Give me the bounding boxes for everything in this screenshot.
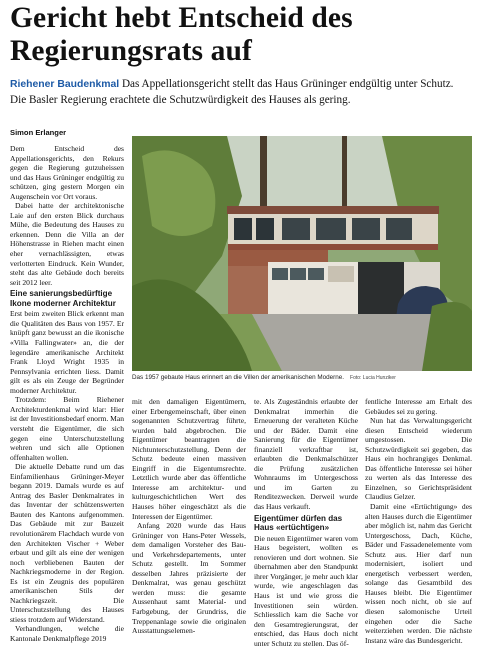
photo-credit: Foto: Lucia Hunziker bbox=[350, 375, 396, 381]
subheading: Eigentümer dürfen das Haus «ertüchtigen» bbox=[254, 513, 343, 533]
body-paragraph: Die neuen Eigentümer waren vom Haus begeistert, wollten es renovieren und dort wohnen. Sie übernahmen aber den Standpunkt ihrer Vorgänger, je mehr auch klar wurde, wie angeschlagen das Haus ist und wie gross die Investitionen sein würden. Schliesslich kam die Sache vor den Gesamtregierungsrat, der entschied, das Haus doch nicht unter Schutz zu stellen. Das öf- bbox=[254, 533, 358, 648]
article-column-3 bbox=[254, 397, 358, 658]
body-paragraph: Nun hat das Verwaltungsgericht diesen Entscheid wiederum umgestossen. Die Schutzwürdigkeit sei gegeben, das Haus ein hochrangiges Denkmal. Das öffentliche Interesse sei höher zu werten als das Interesse des Einzelnen, so Gerichtspräsident Claudius Gelzer. bbox=[365, 416, 472, 502]
body-paragraph: Die aktuelle Debatte rund um das Einfamilienhaus Grüninger-Meyer begann 2019. Damals wurde es auf Antrag des Basler Denkmalrates in das Inventar der schützenswerten Bauten des Kantons aufgenommen. Das Gebäude mit zur Bauzeit revolutionärem Flachdach wurde von den Architekten Vischer + Weber erbaut und gilt als eine der wenigen noch verbliebenen Bauten der Nachkriegsmoderne in der Region. Es ist ein Zeugnis des populären amerikanischen Stils der Nachkriegszeit. Die Unterschutzstellung des Hauses stiess trotzdem auf Widerstand. bbox=[10, 462, 124, 624]
body-paragraph: te. Als Zugeständnis erlaubte der Denkmalrat immerhin die Erneuerung der veralteten Küche und der Bäder. Damit eine Sanierung für die Eigentümer finanziell verkraftbar ist, erlaubten die Denkmalschützer die Prüfung zusätzlichen Wohnraums im Untergeschoss und im Garten zu Renditezwecken. Derweil wurde das Haus verkauft. bbox=[254, 397, 358, 512]
body-paragraph: Erst beim zweiten Blick erkennt man die Qualitäten des Baus von 1957. Er knüpft ganz bewusst an die ikonische «Villa Fallingwater» an, die der legendäre amerikanische Architekt Frank Lloyd Wright 1935 in Pennsylvania errichten liess. Damit gilt es als ein Zeuge der Begründer moderner Architektur. bbox=[10, 309, 124, 395]
lead-text: Das Appellationsgericht stellt das Haus Grüninger endgültig unter Schutz. Die Basler Regierung erachtete die Schutzwürdigkeit des Hauses als gering. bbox=[10, 78, 454, 106]
body-paragraph: fentliche Interesse am Erhalt des Gebäudes sei zu gering. bbox=[365, 397, 472, 416]
body-paragraph: Verhandlungen, welche die Kantonale Denkmalpflege 2019 bbox=[10, 624, 124, 643]
body-paragraph: Trotzdem: Beim Riehener Architekturdenkmal wird klar: Hier ist der Investitionsbedarf enorm. Man versteht die Eigentümer, die sich gegen eine Unterschutzstellung wehren und sich alle Optionen offenhalten wollen. bbox=[10, 395, 124, 462]
article-column-1 bbox=[10, 144, 124, 658]
body-paragraph: Dem Entscheid des Appellationsgerichts, den Rekurs gegen die Regierung gutzuheissen und das Haus Grüninger endgültig zu schützen, ging gestern Morgen ein Augenschein vor Ort voraus. bbox=[10, 144, 124, 201]
lead-paragraph bbox=[10, 77, 472, 107]
caption-text: Das 1957 gebaute Haus erinnert an die Villen der amerikanischen Moderne. bbox=[132, 374, 345, 381]
house-photo bbox=[132, 136, 472, 371]
photo-caption bbox=[132, 374, 472, 382]
body-paragraph: Dabei hatte der architektonische Laie auf den ersten Blick durchaus Mühe, die Bedeutung des Hauses zu erkennen. Denn die Villa an der Höhenstrasse in Riehen macht einen eher vernachlässigten, etwas verlotterten Eindruck. Kein Wunder, steht das alte Gebäude doch bereits seit 2012 leer. bbox=[10, 201, 124, 287]
house-illustration bbox=[132, 136, 472, 371]
author-byline: Simon Erlanger bbox=[10, 128, 67, 137]
subheading: Eine sanierungsbedürftige Ikone moderner Architektur bbox=[10, 289, 116, 308]
body-paragraph: mit den damaligen Eigentümern, einer Erbengemeinschaft, über einen sogenannten Schutzvertrag führte, wurden bald abgebrochen. Die Eigentümer beantragten die Nichtunterschutzstellung. Denn der Schutz bedeute einen massiven Eingriff in die Eigentumsrechte. Letztlich wurde aber das öffentliche Interesse am architektur- und kulturgeschichtlichen Wert des Hauses höher eingeschätzt als die Interessen der Eigentümer. bbox=[132, 397, 246, 521]
article-column-2 bbox=[132, 397, 246, 658]
lead-kicker: Riehener Baudenkmal bbox=[10, 79, 120, 90]
body-paragraph: Damit eine «Ertüchtigung» des alten Hauses durch die Eigentümer aber möglich ist, nahm das Gericht Untergeschoss, Dach, Küche, Bäder und Fassadenelemente vom Schutz aus. Hier darf nun modernisiert, isoliert und energetisch verbessert werden, solange das Gesamtbild des Hauses bleibt. Die Eigentümer wissen noch nicht, ob sie auf diesen salomonische Urteil eingehen oder die Sache weiterziehen werden. Die nächste Instanz wäre das Bundesgericht. bbox=[365, 502, 472, 645]
article-column-4 bbox=[365, 397, 472, 658]
headline: Gericht hebt Entscheid des Regierungsrats auf bbox=[10, 2, 353, 67]
body-paragraph: Anfang 2020 wurde das Haus Grüninger von Hans-Peter Wessels, dem damaligen Vorsteher des Bau- und Verkehrsdepartements, unter Schutz gestellt. Im Sommer desselben Jahres präzisierte der Denkmalrat, was genau geschützt werden muss: die gesamte Aussenhaut samt Material- und Farbgebung, der Grundriss, die Treppenanlage sowie die originalen Ausstattungselemen- bbox=[132, 521, 246, 636]
